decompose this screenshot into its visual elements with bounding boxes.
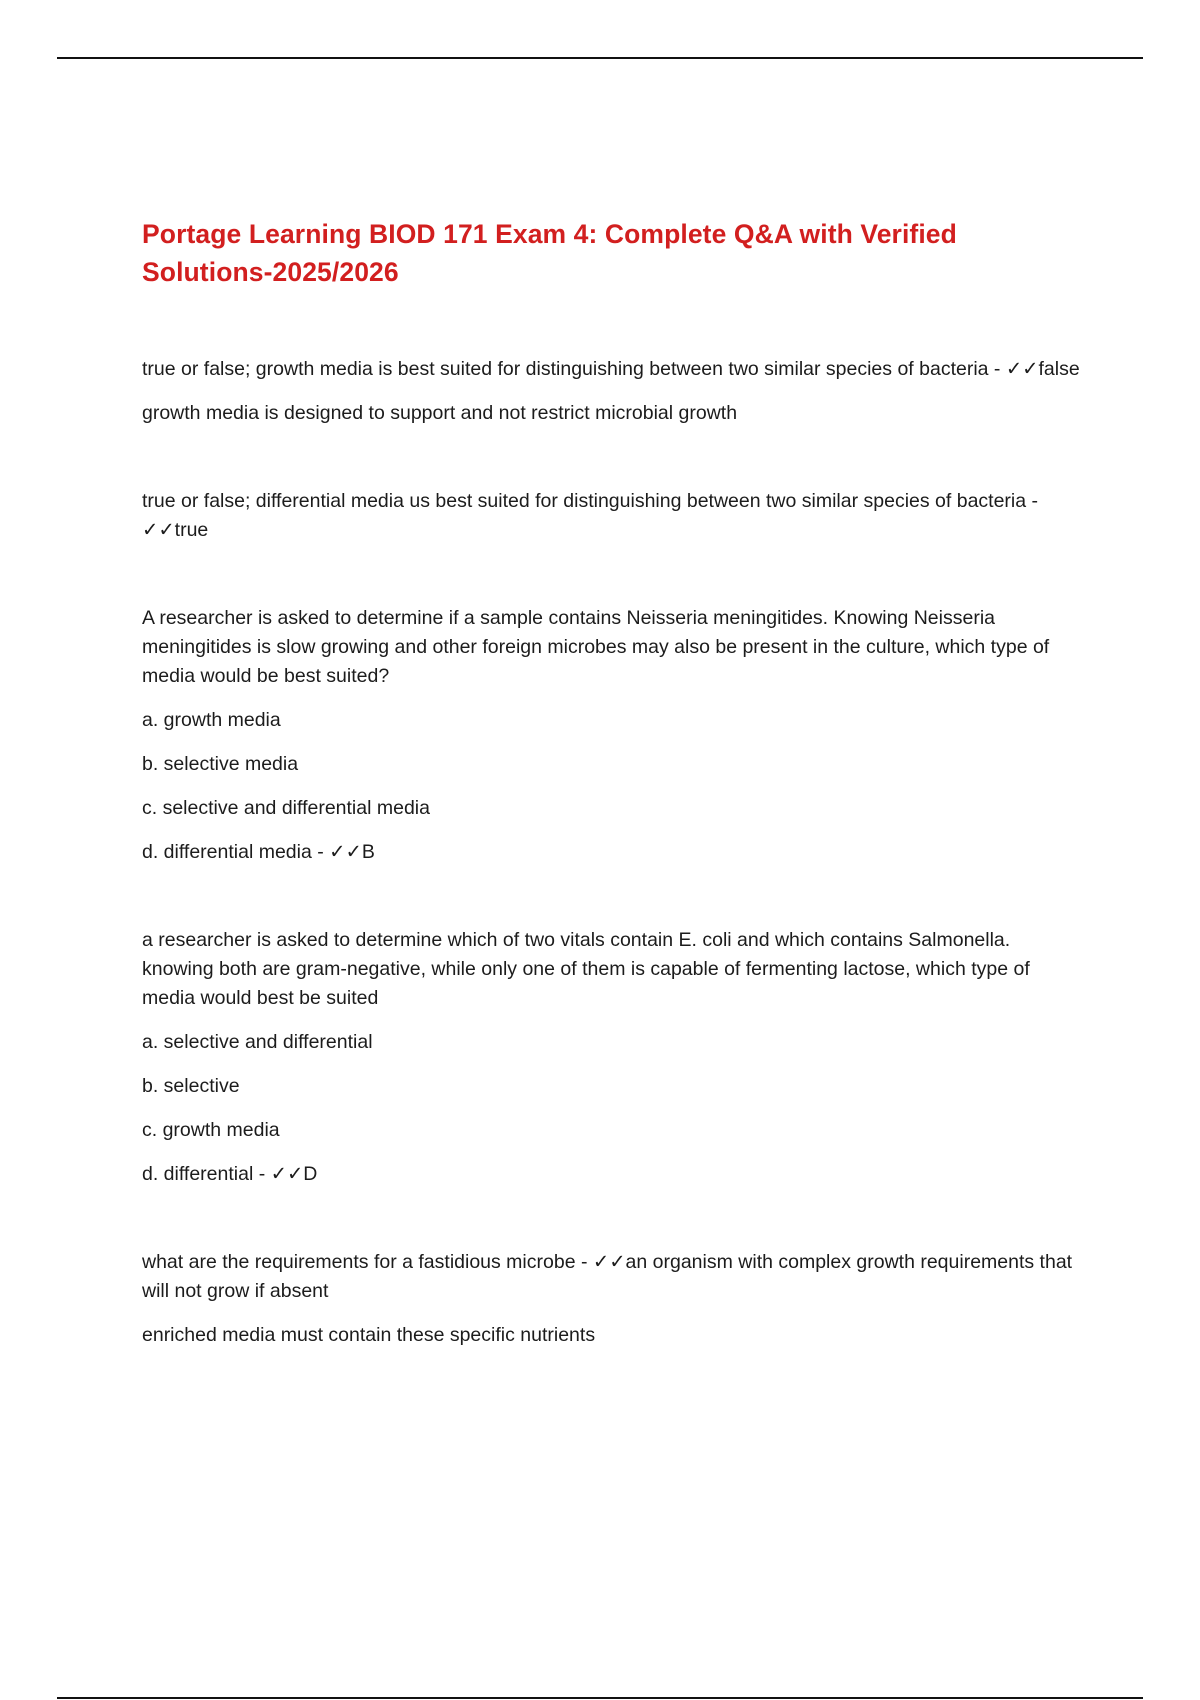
qa-block-1 (142, 355, 1082, 428)
qa-block-5 (142, 1248, 1082, 1350)
question-4: a researcher is asked to determine which of two vitals contain E. coli and which contains Salmonella. knowing both are gram-negative, while only one of them is capable of fermenting lactose, which type of media would best be suited (142, 929, 1030, 1009)
top-rule (57, 57, 1143, 59)
question-4-option-b: b. selective (142, 1075, 240, 1097)
question-2: true or false; differential media us best suited for distinguishing between two similar species of bacteria - ✓✓true (142, 490, 1039, 541)
document-title: Portage Learning BIOD 171 Exam 4: Complete Q&A with Verified Solutions-2025/2026 (142, 219, 957, 287)
qa-block-4 (142, 926, 1082, 1189)
bottom-rule (57, 1697, 1143, 1699)
question-3: A researcher is asked to determine if a sample contains Neisseria meningitides. Knowing Neisseria meningitides is slow growing and other foreign microbes may also be present in the culture, which type of media would be best suited? (142, 607, 1050, 687)
qa-block-2 (142, 487, 1082, 545)
question-5: what are the requirements for a fastidious microbe - ✓✓an organism with complex growth requirements that will not grow if absent (142, 1251, 1073, 1302)
question-4-option-c: c. growth media (142, 1119, 280, 1141)
question-4-option-a: a. selective and differential (142, 1031, 373, 1053)
question-3-option-b: b. selective media (142, 753, 299, 775)
question-3-option-d: d. differential media - ✓✓B (142, 841, 375, 863)
question-1: true or false; growth media is best suited for distinguishing between two similar species of bacteria - ✓✓false (142, 358, 1080, 380)
question-4-option-d: d. differential - ✓✓D (142, 1163, 318, 1185)
document-body (142, 215, 1082, 1350)
explanation-1: growth media is designed to support and not restrict microbial growth (142, 402, 738, 424)
question-3-option-a: a. growth media (142, 709, 281, 731)
explanation-5: enriched media must contain these specific nutrients (142, 1324, 596, 1346)
question-3-option-c: c. selective and differential media (142, 797, 430, 819)
qa-block-3 (142, 604, 1082, 867)
